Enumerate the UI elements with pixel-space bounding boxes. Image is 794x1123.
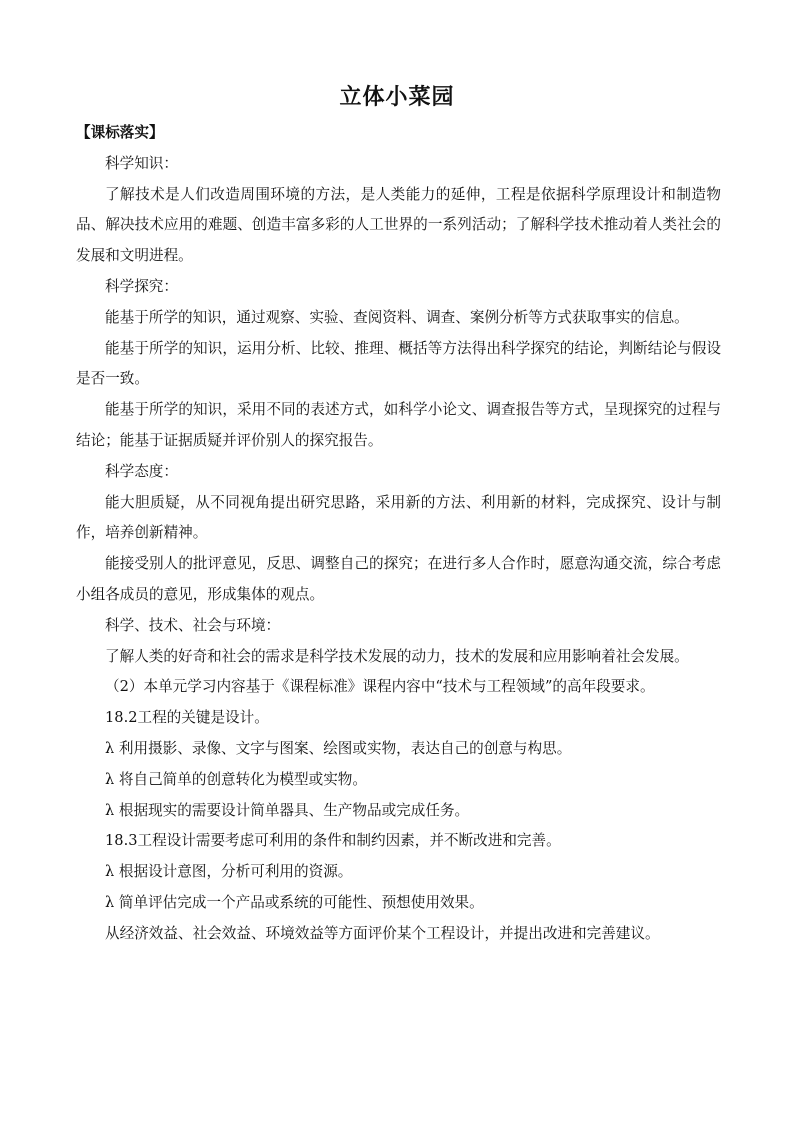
paragraph: 能接受别人的批评意见，反思、调整自己的探究；在进行多人合作时，愿意沟通交流，综合考虑小组各成员的意见，形成集体的观点。 <box>76 555 721 603</box>
paragraph: 科学知识： <box>105 154 178 172</box>
list-item: λ 简单评估完成一个产品或系统的可能性、预想使用效果。 <box>105 893 484 911</box>
document-body <box>76 118 721 950</box>
paragraph: 能大胆质疑，从不同视角提出研究思路，采用新的方法、利用新的材料，完成探究、设计与制作，培养创新精神。 <box>76 493 721 542</box>
page-title: 立体小菜园 <box>339 84 455 110</box>
paragraph: 18.3工程设计需要考虑可利用的条件和制约因素，并不断改进和完善。 <box>105 832 561 850</box>
list-item: λ 利用摄影、录像、文字与图案、绘图或实物，表达自己的创意与构思。 <box>105 739 572 757</box>
list-item: λ 根据设计意图，分析可利用的资源。 <box>105 863 353 881</box>
paragraph: 科学态度： <box>105 462 178 480</box>
paragraph: 科学探究： <box>105 277 178 295</box>
list-item: λ 将自己简单的创意转化为模型或实物。 <box>105 770 367 788</box>
paragraph: 能基于所学的知识，通过观察、实验、查阅资料、调查、案例分析等方式获取事实的信息。 <box>105 308 689 326</box>
paragraph: 能基于所学的知识，采用不同的表述方式，如科学小论文、调查报告等方式，呈现探究的过程与结论；能基于证据质疑并评价别人的探究报告。 <box>76 401 721 449</box>
paragraph: （2）本单元学习内容基于《课程标准》课程内容中“技术与工程领域”的高年段要求。 <box>105 678 655 696</box>
paragraph: 科学、技术、社会与环境： <box>105 616 281 634</box>
paragraph: 18.2工程的关键是设计。 <box>105 709 269 727</box>
paragraph: 了解技术是人们改造周围环境的方法，是人类能力的延伸，工程是依据科学原理设计和制造物品、解决技术应用的难题、创造丰富多彩的人工世界的一系列活动；了解科学技术推动着人类社会的发展和文明进程。 <box>76 185 721 265</box>
paragraph: 从经济效益、社会效益、环境效益等方面评价某个工程设计，并提出改进和完善建议。 <box>105 924 660 942</box>
section-heading: 【课标落实】 <box>76 124 164 141</box>
paragraph: 了解人类的好奇和社会的需求是科学技术发展的动力，技术的发展和应用影响着社会发展。 <box>105 647 689 665</box>
list-item: λ 根据现实的需要设计简单器具、生产物品或完成任务。 <box>105 801 470 819</box>
paragraph: 能基于所学的知识，运用分析、比较、推理、概括等方法得出科学探究的结论，判断结论与假设是否一致。 <box>76 339 721 388</box>
